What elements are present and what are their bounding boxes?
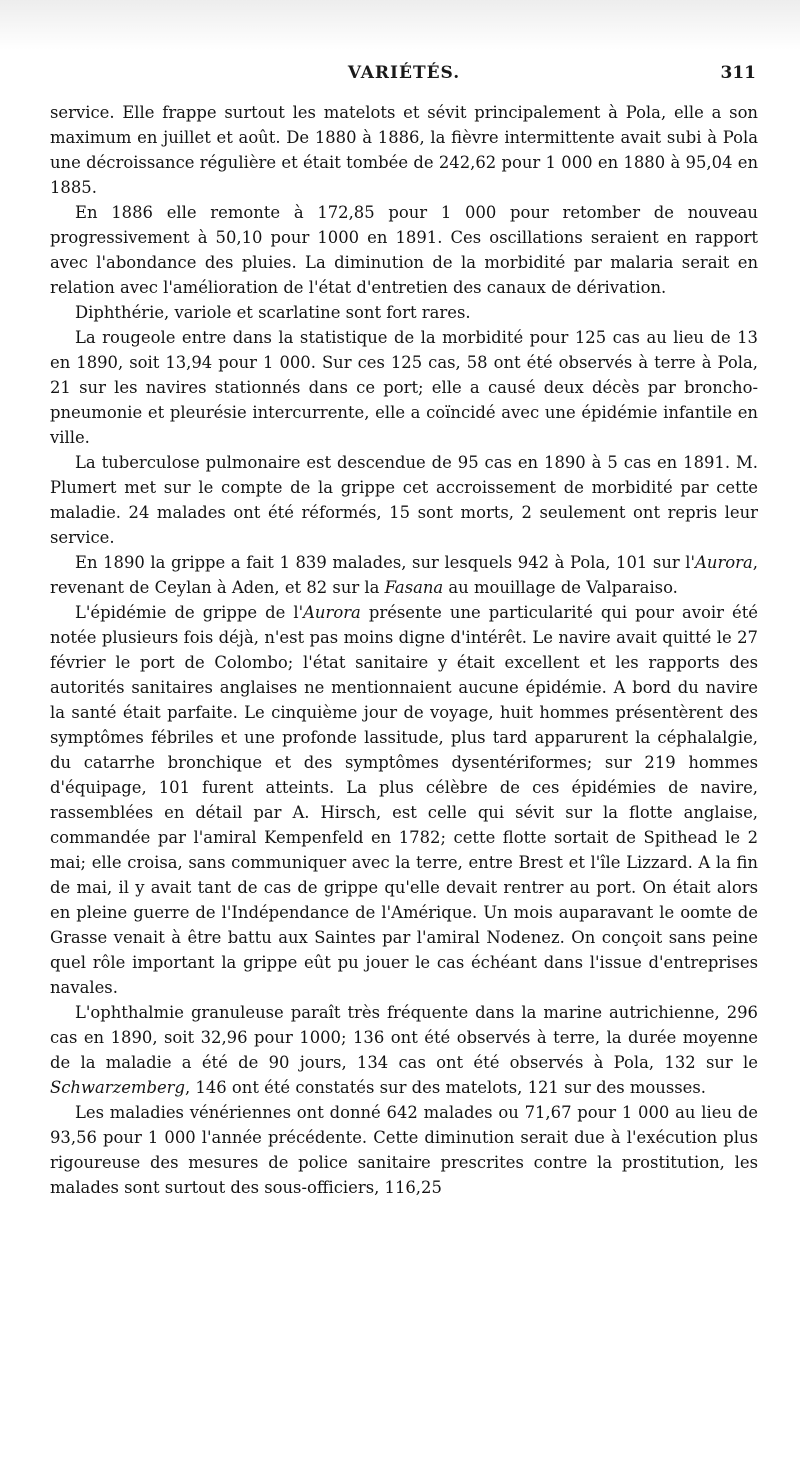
paragraph [50, 1000, 758, 1100]
paragraph [50, 1100, 758, 1200]
text-run: L'épidémie de grippe de l' [75, 603, 304, 622]
text-run: , revenant de Ceylan à Aden, et 82 sur la [50, 553, 758, 597]
italic-text: Fasana [384, 578, 444, 597]
text-run: Diphthérie, variole et scarlatine sont fort rares. [75, 303, 471, 322]
italic-text: Schwarzemberg [50, 1078, 185, 1097]
text-run: La rougeole entre dans la statistique de la morbidité pour 125 cas au lieu de 13 en 1890, soit 13,94 pour 1 000. Sur ces 125 cas, 58 ont été observés à terre à Pola, 21 sur les navires stationnés dans ce port; elle a causé deux décès par broncho-pneumonie et pleurésie intercurrente, elle a coïncidé avec une épidémie infantile en ville. [50, 328, 758, 447]
text-run: présente une particularité qui pour avoir été notée plusieurs fois déjà, n'est pas moins digne d'intérêt. Le navire avait quitté le 27 février le port de Colombo; l'état sanitaire y était excellent et les rapports des autorités sanitaires anglaises ne mentionnaient aucune épidémie. A bord du navire la santé était parfaite. Le cinquième jour de voyage, huit hommes présentèrent des symptômes fébriles et une profonde lassitude, plus tard apparurent la céphalalgie, du catarrhe bronchique et des symptômes dysentériformes; sur 219 hommes d'équipage, 101 furent atteints. La plus célèbre de ces épidémies de navire, rassemblées en détail par A. Hirsch, est celle qui sévit sur la flotte anglaise, commandée par l'amiral Kempenfeld en 1782; cette flotte sortait de Spithead le 2 mai; elle croisa, sans communiquer avec la terre, entre Brest et l'île Lizzard. A la fin de mai, il y avait tant de cas de grippe qu'elle devait rentrer au port. On était alors en pleine guerre de l'Indépendance de l'Amérique. Un mois auparavant le oomte de Grasse venait à être battu aux Saintes par l'amiral Nodenez. On conçoit sans peine quel rôle important la grippe eût pu jouer le cas échéant dans l'issue d'entreprises navales. [50, 603, 758, 997]
page-header [50, 61, 758, 91]
paragraph [50, 600, 758, 1000]
body-text [50, 100, 758, 1200]
paragraph [50, 200, 758, 300]
text-run: En 1886 elle remonte à 172,85 pour 1 000 pour retomber de nouveau progressivement à 50,10 pour 1000 en 1891. Ces oscillations seraient en rapport avec l'abondance des pluies. La diminution de la morbidité par malaria serait en relation avec l'amélioration de l'état d'entretien des canaux de dérivation. [50, 203, 758, 297]
running-head: VARIÉTÉS. [347, 63, 461, 83]
italic-text: Aurora [695, 553, 753, 572]
paragraph [50, 450, 758, 550]
paragraph [50, 100, 758, 200]
text-run: service. Elle frappe surtout les matelots et sévit principalement à Pola, elle a son maximum en juillet et août. De 1880 à 1886, la fièvre intermittente avait subi à Pola une décroissance régulière et était tombée de 242,62 pour 1 000 en 1880 à 95,04 en 1885. [50, 103, 758, 197]
text-run: , 146 ont été constatés sur des matelots, 121 sur des mousses. [185, 1078, 707, 1097]
page-number: 311 [720, 63, 756, 83]
text-run: Les maladies vénériennes ont donné 642 malades ou 71,67 pour 1 000 au lieu de 93,56 pour 1 000 l'année précédente. Cette diminution serait due à l'exécution plus rigoureuse des mesures de police sanitaire prescrites contre la prostitution, les malades sont surtout des sous-officiers, 116,25 [50, 1103, 758, 1197]
paragraph [50, 550, 758, 600]
paragraph [50, 325, 758, 450]
text-run: En 1890 la grippe a fait 1 839 malades, sur lesquels 942 à Pola, 101 sur l' [75, 553, 696, 572]
italic-text: Aurora [303, 603, 361, 622]
text-run: La tuberculose pulmonaire est descendue de 95 cas en 1890 à 5 cas en 1891. M. Plumert met sur le compte de la grippe cet accroissement de morbidité par cette maladie. 24 malades ont été réformés, 15 sont morts, 2 seulement ont repris leur service. [50, 453, 758, 547]
scan-top-edge [0, 0, 800, 50]
paragraph [50, 300, 758, 325]
text-run: L'ophthalmie granuleuse paraît très fréquente dans la marine autrichienne, 296 cas en 1890, soit 32,96 pour 1000; 136 ont été observés à terre, la durée moyenne de la maladie a été de 90 jours, 134 cas ont été observés à Pola, 132 sur le [50, 1003, 758, 1072]
text-run: au mouillage de Valparaiso. [443, 578, 678, 597]
